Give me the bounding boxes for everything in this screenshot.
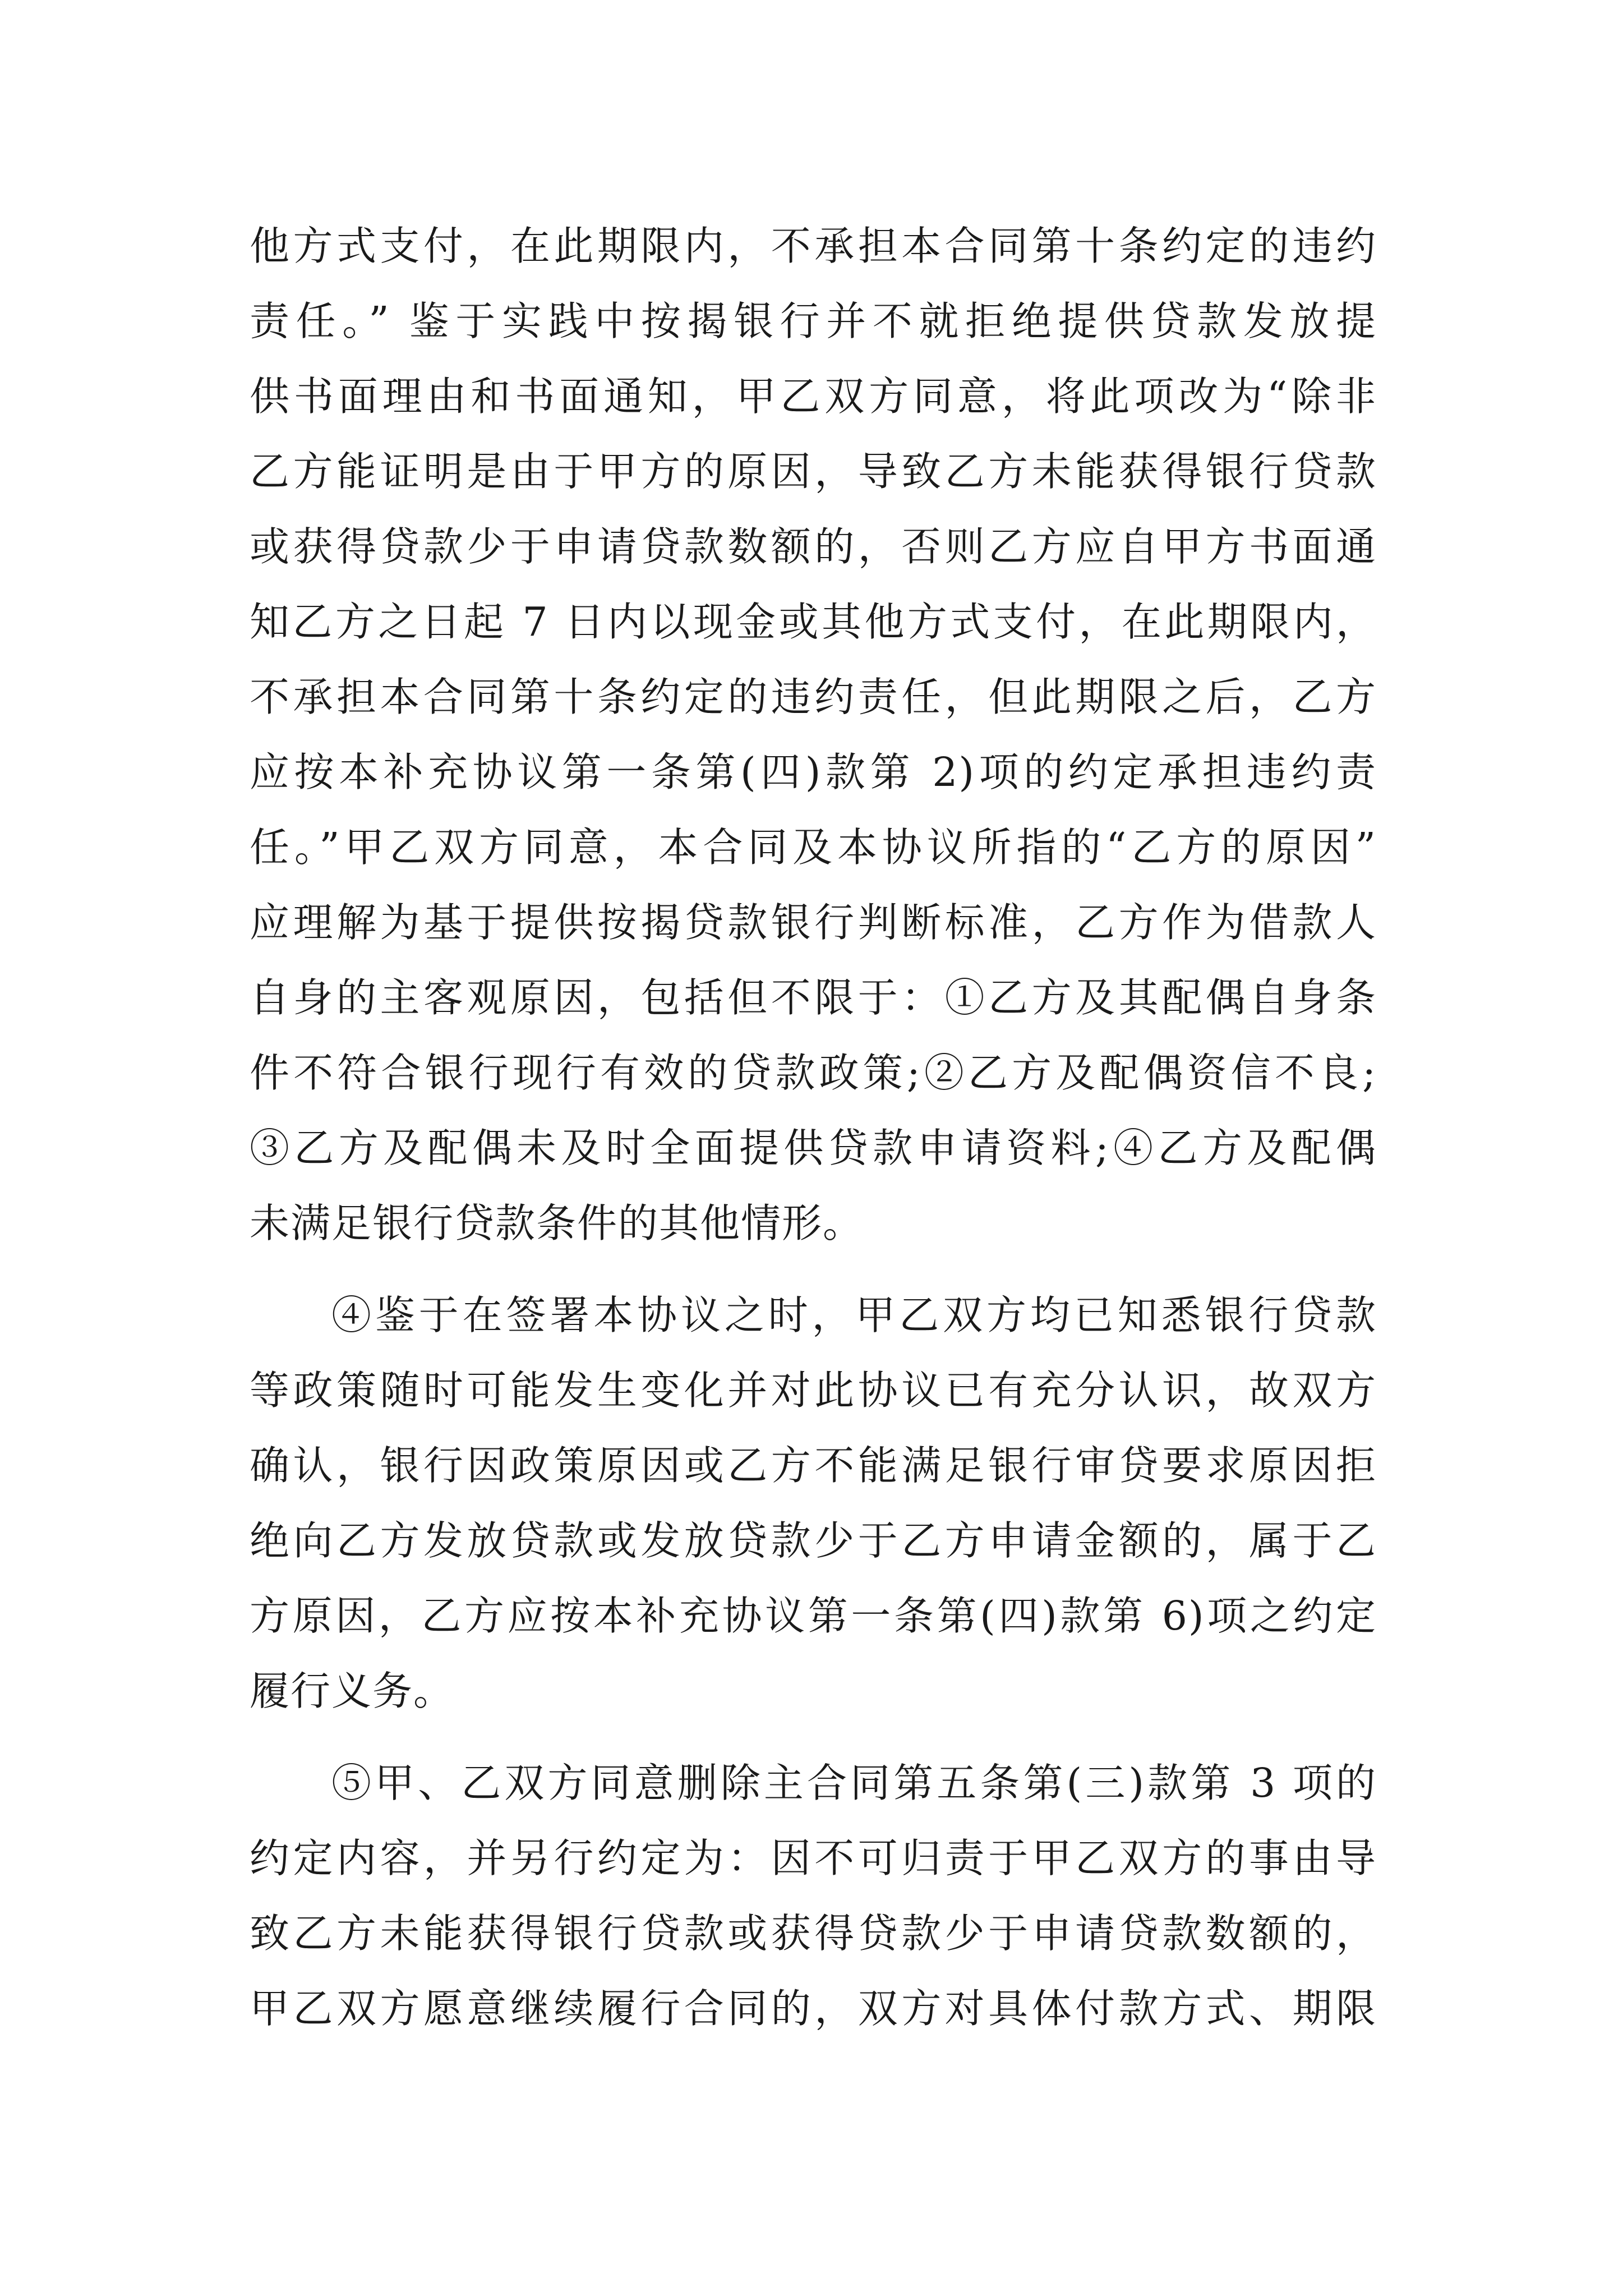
document-body — [250, 209, 1377, 2046]
text-line: 方原因，乙方应按本补充协议第一条第(四)款第 6)项之约定 — [250, 1593, 1377, 1639]
text-line: 乙方能证明是由于甲方的原因，导致乙方未能获得银行贷款 — [250, 448, 1377, 495]
text-line: 件不符合银行现行有效的贷款政策;②乙方及配偶资信不良; — [250, 1050, 1377, 1096]
paragraph-2 — [250, 1278, 1377, 1729]
paragraph-1 — [250, 209, 1377, 1261]
text-line: 自身的主客观原因，包括但不限于：①乙方及其配偶自身条 — [250, 974, 1377, 1021]
text-line: 甲乙双方愿意继续履行合同的，双方对具体付款方式、期限 — [250, 1985, 1377, 2032]
text-line: 未满足银行贷款条件的其他情形。 — [250, 1200, 864, 1246]
text-line: 致乙方未能获得银行贷款或获得贷款少于申请贷款数额的， — [250, 1910, 1377, 1957]
text-line: 应按本补充协议第一条第(四)款第 2)项的约定承担违约责 — [250, 749, 1377, 795]
text-line: 等政策随时可能发生变化并对此协议已有充分认识，故双方 — [250, 1367, 1377, 1414]
text-line: ③乙方及配偶未及时全面提供贷款申请资料;④乙方及配偶 — [250, 1125, 1377, 1171]
text-line: 责任。” 鉴于实践中按揭银行并不就拒绝提供贷款发放提 — [250, 298, 1377, 344]
text-line: 供书面理由和书面通知，甲乙双方同意，将此项改为“除非 — [250, 373, 1377, 420]
text-line: 应理解为基于提供按揭贷款银行判断标准，乙方作为借款人 — [250, 899, 1377, 946]
text-line: 绝向乙方发放贷款或发放贷款少于乙方申请金额的，属于乙 — [250, 1517, 1377, 1564]
text-line: 履行义务。 — [250, 1668, 455, 1714]
paragraph-spacer — [250, 1261, 1377, 1278]
text-line: ④鉴于在签署本协议之时，甲乙双方均已知悉银行贷款 — [331, 1292, 1377, 1338]
text-line: 知乙方之日起 7 日内以现金或其他方式支付，在此期限内， — [250, 599, 1377, 645]
text-line: 确认，银行因政策原因或乙方不能满足银行审贷要求原因拒 — [250, 1442, 1377, 1489]
paragraph-3 — [250, 1746, 1377, 2046]
text-line: ⑤甲、乙双方同意删除主合同第五条第(三)款第 3 项的 — [331, 1760, 1377, 1806]
paragraph-spacer — [250, 1729, 1377, 1746]
text-line: 不承担本合同第十条约定的违约责任，但此期限之后，乙方 — [250, 674, 1377, 720]
text-line: 或获得贷款少于申请贷款数额的，否则乙方应自甲方书面通 — [250, 523, 1377, 570]
text-line: 约定内容，并另行约定为：因不可归责于甲乙双方的事由导 — [250, 1835, 1377, 1881]
text-line: 他方式支付，在此期限内，不承担本合同第十条约定的违约 — [250, 223, 1377, 269]
text-line: 任。”甲乙双方同意，本合同及本协议所指的“乙方的原因” — [250, 824, 1377, 871]
